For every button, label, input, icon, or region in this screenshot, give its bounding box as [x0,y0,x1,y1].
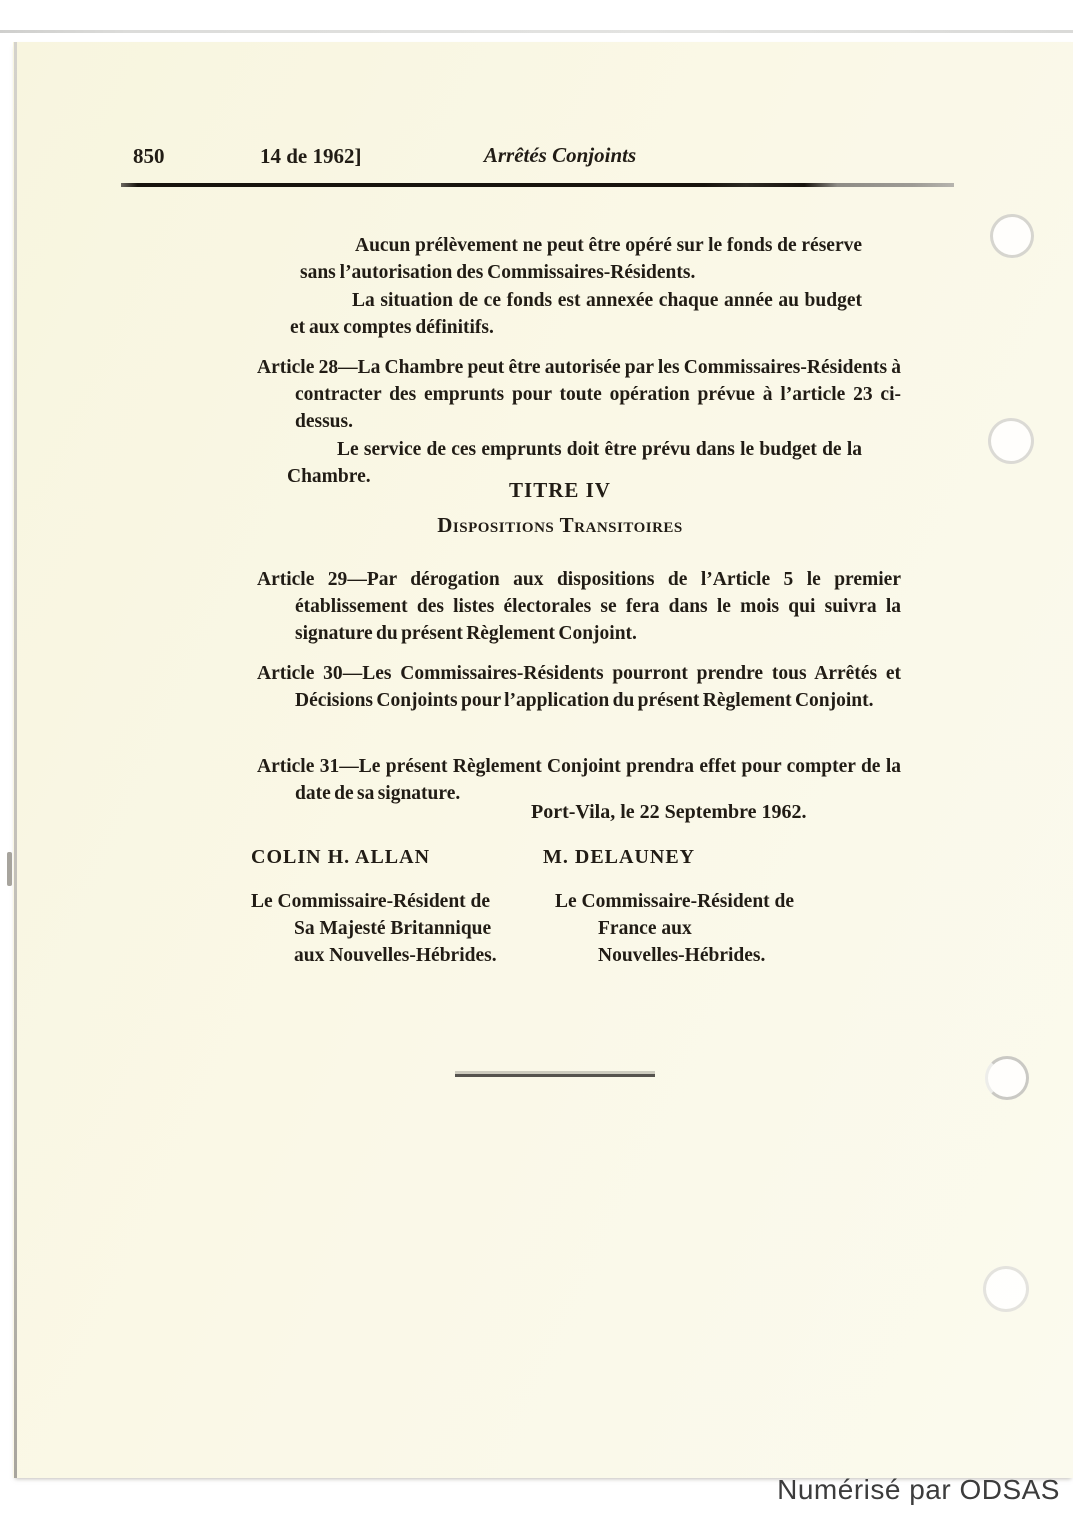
signatory-title-right-line2: France aux [598,918,692,939]
header-rule [121,183,954,187]
signatory-title-left-line3: aux Nouvelles-Hébrides. [294,945,497,966]
title-heading: TITRE IV [509,478,611,502]
binder-hole-3 [985,1056,1029,1100]
signatory-name-right: M. DELAUNEY [543,846,696,868]
intro-paragraph-2: La situation de ce fonds est annexée chaque année au budget et aux comptes définitifs. [290,289,862,338]
scan-artifact-hairline [0,30,1073,33]
article-28-subparagraph: Le service de ces emprunts doit être prévu dans le budget de la Chambre. [287,438,862,487]
article-30-text: —Les Commissaires-Résidents pourront prendre tous Arrêtés et Décisions Conjoints pour l’application du présent Règlement Conjoint. [295,662,901,711]
article-30-label: Article 30 [257,662,343,684]
signatory-title-right-line3: Nouvelles-Hébrides. [598,945,766,966]
page-edge-mark [7,852,12,886]
article-29-label: Article 29 [257,568,348,590]
signatory-title-left-line1: Le Commissaire-Résident de [251,891,491,912]
signatory-title-right-line1: Le Commissaire-Résident de [555,891,795,912]
page-edge-shadow [14,42,17,1478]
article-29-text: —Par dérogation aux dispositions de l’Article 5 le premier établissement des listes électorales se fera dans le mois qui suivra la signature du présent Règlement Conjoint. [295,568,901,644]
binder-hole-1 [990,214,1034,258]
end-divider-rule [455,1074,655,1077]
article-31-label: Article 31 [257,755,340,777]
date-place-line: Port-Vila, le 22 Septembre 1962. [531,801,807,823]
article-28-text: —La Chambre peut être autorisée par les Commissaires-Résidents à contracter des emprunts pour toute opération prévue à l’article 23 ci-dessus. [295,356,901,432]
article-29 [257,566,901,647]
article-30 [257,660,901,714]
signatory-title-right [555,888,865,969]
title-subheading: Dispositions Transitoires [437,513,683,537]
signatory-name-left: COLIN H. ALLAN [251,846,431,868]
binder-hole-4 [983,1266,1029,1312]
scan-credit: Numérisé par ODSAS [777,1474,1060,1505]
article-28 [257,354,901,435]
signatory-title-left [251,888,561,969]
page-number: 850 [133,144,165,168]
issue-reference: 14 de 1962] [260,144,362,168]
intro-paragraph-1: Aucun prélèvement ne peut être opéré sur le fonds de réserve sans l’autorisation des Commissaires-Résidents. [300,234,862,283]
article-31-text: —Le présent Règlement Conjoint prendra effet pour compter de la date de sa signature. [295,755,901,804]
signatory-title-left-line2: Sa Majesté Britannique [294,918,492,939]
binder-hole-2 [988,418,1034,464]
running-title: Arrêtés Conjoints [483,143,637,167]
article-28-label: Article 28 [257,356,339,378]
